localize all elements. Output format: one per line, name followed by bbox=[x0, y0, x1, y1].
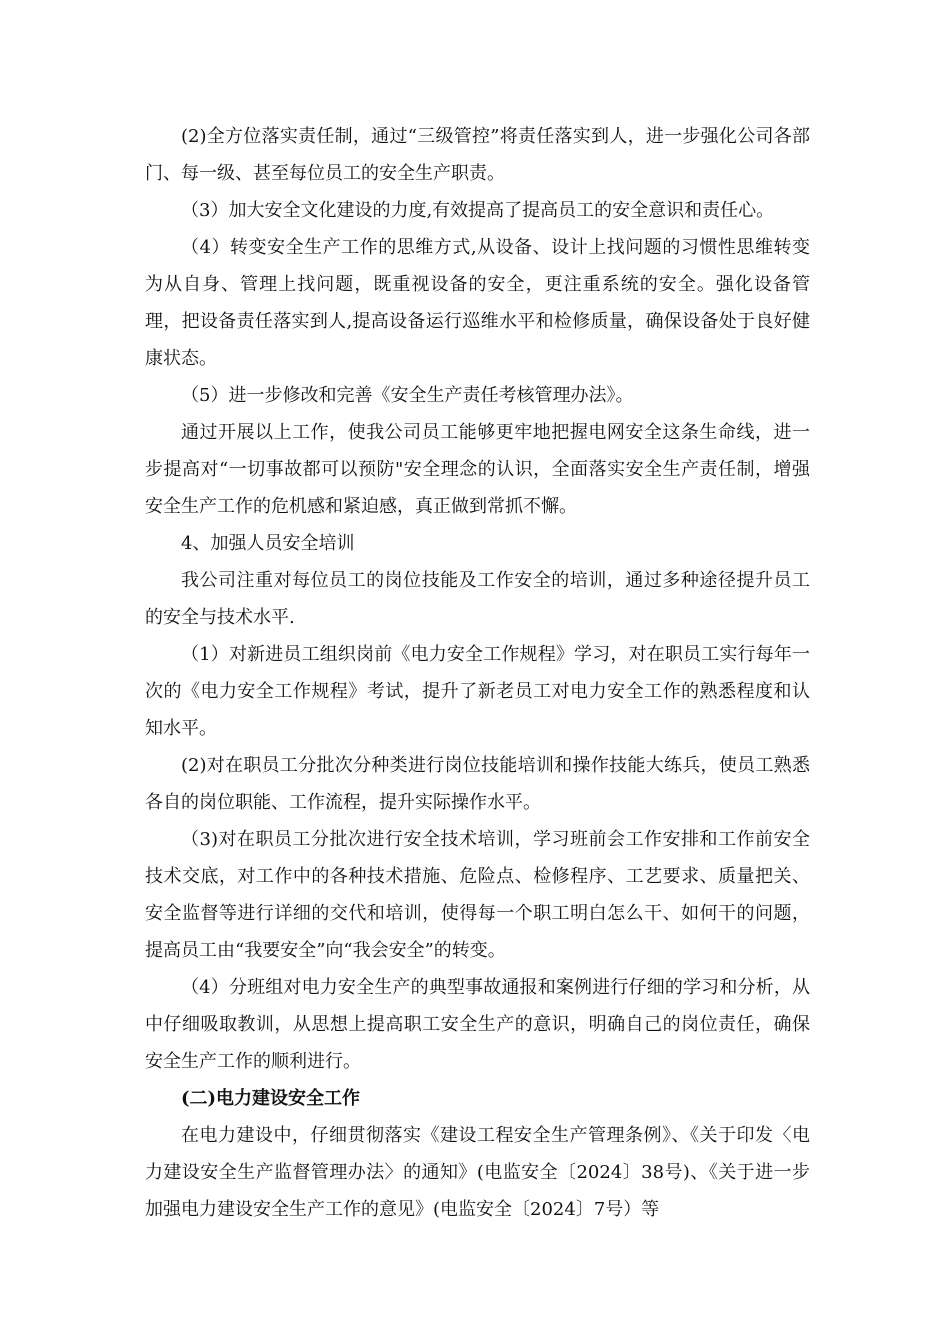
section-heading-training: 4、加强人员安全培训 bbox=[181, 533, 355, 554]
paragraph-construction: 在电力建设中，仔细贯彻落实《建设工程安全生产管理条例》、《关于印发〈电力建设安全生产监督管理办法〉的通知》(电监安全〔2024〕38号)、《关于进一步加强电力建设安全生产工作的意见》(电监安全〔2024〕7号）等 bbox=[145, 1125, 810, 1220]
section-heading-construction: (二)电力建设安全工作 bbox=[181, 1088, 361, 1109]
paragraph-training-3: （3)对在职员工分批次进行安全技术培训，学习班前会工作安排和工作前安全技术交底，对工作中的各种技术措施、危险点、检修程序、工艺要求、质量把关、安全监督等进行详细的交代和培训，使得每一个职工明白怎么干、如何干的问题，提高员工由“我要安全”向“我会安全”的转变。 bbox=[145, 829, 810, 961]
paragraph-thinking-shift: （4）转变安全生产工作的思维方式,从设备、设计上找问题的习惯性思维转变为从自身、管理上找问题，既重视设备的安全，更注重系统的安全。强化设备管理，把设备责任落实到人,提高设备运行巡维水平和检修质量，确保设备处于良好健康状态。 bbox=[145, 237, 810, 369]
paragraph-summary: 通过开展以上工作，使我公司员工能够更牢地把握电网安全这条生命线，进一步提高对“一切事故都可以预防"安全理念的认识，全面落实安全生产责任制，增强安全生产工作的危机感和紧迫感，真正做到常抓不懈。 bbox=[145, 422, 810, 517]
document-body bbox=[145, 118, 810, 1228]
paragraph-assessment-method: （5）进一步修改和完善《安全生产责任考核管理办法》。 bbox=[181, 385, 634, 406]
paragraph-safety-culture: （3）加大安全文化建设的力度,有效提高了提高员工的安全意识和责任心。 bbox=[181, 200, 775, 221]
paragraph-training-4: （4）分班组对电力安全生产的典型事故通报和案例进行仔细的学习和分析，从中仔细吸取教训，从思想上提高职工安全生产的意识，明确自己的岗位责任，确保安全生产工作的顺利进行。 bbox=[145, 977, 810, 1072]
paragraph-responsibility: (2)全方位落实责任制，通过“三级管控”将责任落实到人，进一步强化公司各部门、每一级、甚至每位员工的安全生产职责。 bbox=[145, 126, 810, 184]
paragraph-training-2: (2)对在职员工分批次分种类进行岗位技能培训和操作技能大练兵，使员工熟悉各自的岗位职能、工作流程，提升实际操作水平。 bbox=[145, 755, 810, 813]
paragraph-training-1: （1）对新进员工组织岗前《电力安全工作规程》学习，对在职员工实行每年一次的《电力安全工作规程》考试，提升了新老员工对电力安全工作的熟悉程度和认知水平。 bbox=[145, 644, 810, 739]
paragraph-training-intro: 我公司注重对每位员工的岗位技能及工作安全的培训，通过多种途径提升员工的安全与技术水平. bbox=[145, 570, 810, 628]
